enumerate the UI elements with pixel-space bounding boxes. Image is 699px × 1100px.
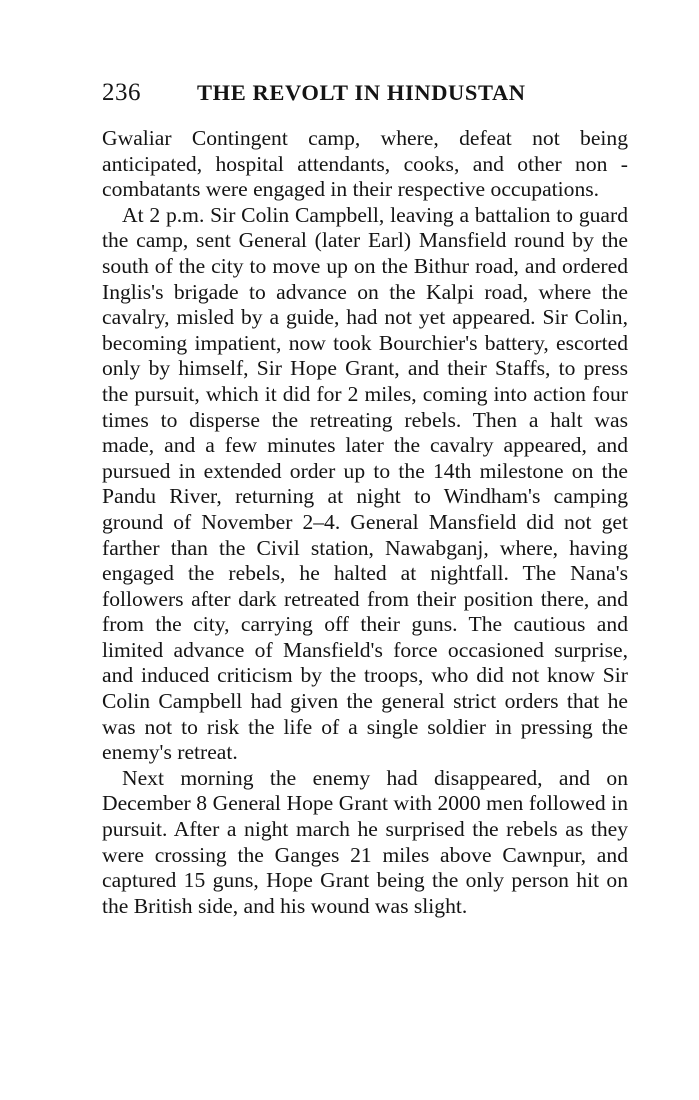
paragraph-continued: Gwaliar Contingent camp, where, defeat not being anticipated, hospital attendants, cooks, and other non - combatants were engaged in their respective occupations. bbox=[102, 126, 628, 202]
running-head bbox=[102, 76, 630, 110]
paragraph-next-morning: Next morning the enemy had disappeared, and on December 8 General Hope Grant with 2000 men followed in pursuit. After a night march he surprised the rebels as they were crossing the Ganges 21 miles above Cawnpur, and captured 15 guns, Hope Grant being the only person hit on the British side, and his wound was slight. bbox=[102, 765, 628, 918]
paragraph-pursuit: At 2 p.m. Sir Colin Campbell, leaving a battalion to guard the camp, sent General (later Earl) Mansfield round by the south of the city to move up on the Bithur road, and ordered Inglis's brigade to advance on the Kalpi road, where the cavalry, misled by a guide, had not yet appeared. Sir Colin, becoming impatient, now took Bourchier's battery, escorted only by himself, Sir Hope Grant, and their Staffs, to press the pursuit, which it did for 2 miles, coming into action four times to disperse the retreating rebels. Then a halt was made, and a few minutes later the cavalry appeared, and pursued in extended order up to the 14th milestone on the Pandu River, returning at night to Windham's camping ground of November 2–4. General Mansfield did not get farther than the Civil station, Nawabganj, where, having engaged the rebels, he halted at nightfall. The Nana's followers after dark retreated from their position there, and from the city, carrying off their guns. The cautious and limited advance of Mansfield's force occasioned surprise, and induced criticism by the troops, who did not know Sir Colin Campbell had given the general strict orders that he was not to risk the life of a single soldier in pressing the enemy's retreat. bbox=[102, 202, 628, 765]
body-text bbox=[102, 126, 628, 919]
page-number: 236 bbox=[102, 79, 141, 106]
running-title: THE REVOLT IN HINDUSTAN bbox=[197, 80, 526, 105]
